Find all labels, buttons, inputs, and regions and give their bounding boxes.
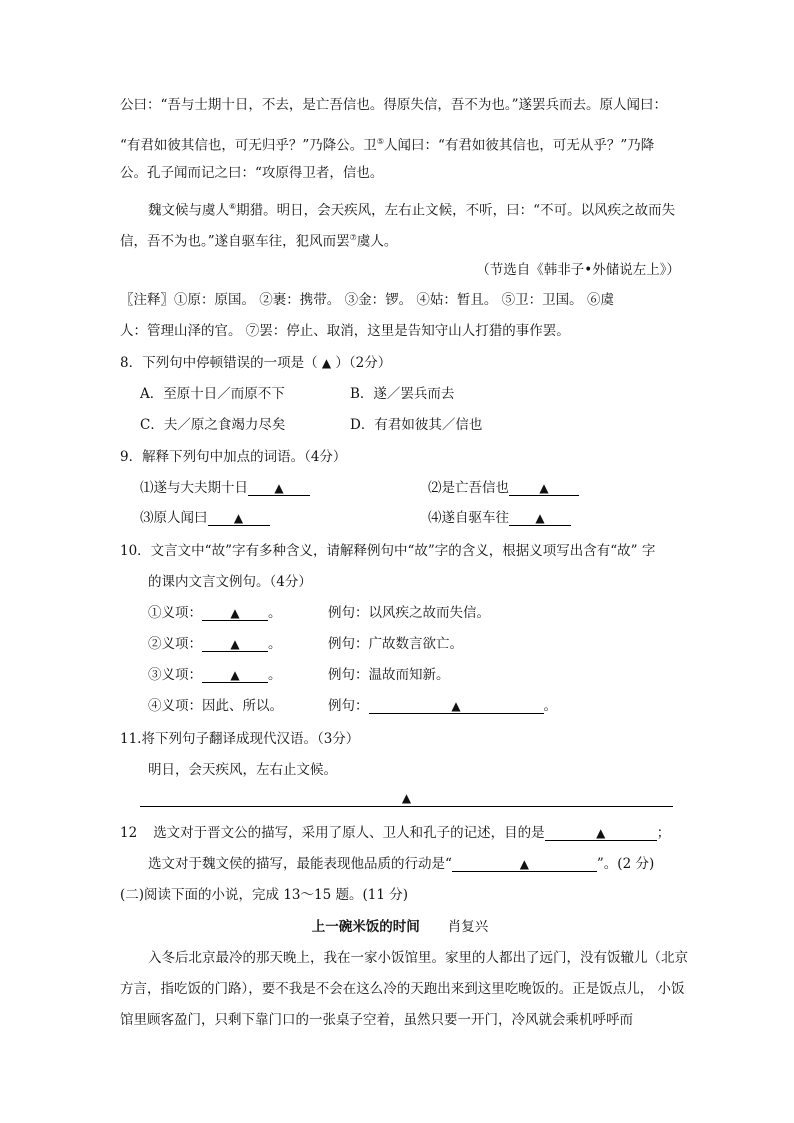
question-10-row-4: ④义项：因此、所以。 xyxy=(148,698,283,714)
answer-blank[interactable] xyxy=(452,855,597,872)
footnote-mark: ⑤ xyxy=(376,137,384,146)
question-11-sentence: 明日，会天疾风，左右止文候。 xyxy=(148,762,337,778)
question-number: 12 xyxy=(120,825,138,841)
answer-blank[interactable] xyxy=(248,479,310,496)
footnote-mark: ⑥ xyxy=(229,202,237,211)
answer-blank[interactable] xyxy=(202,604,268,621)
question-12-line-2 xyxy=(148,855,654,873)
answer-blank[interactable] xyxy=(208,509,270,526)
answer-marker-icon: ▲ xyxy=(535,511,545,525)
question-10-example-1: 例句：以风疾之故而失信。 xyxy=(328,605,490,621)
answer-blank[interactable] xyxy=(369,697,544,714)
question-11-stem: 11.将下列句子翻译成现代汉语。（3分） xyxy=(120,731,360,747)
passage-line-5 xyxy=(120,229,397,251)
answer-blank[interactable] xyxy=(509,509,571,526)
punctuation: ； xyxy=(656,825,671,841)
sense-label: ③义项： xyxy=(148,667,202,683)
period: 。 xyxy=(268,636,282,652)
item-text: ⑶原人闻曰 xyxy=(140,510,208,526)
question-9-item-4 xyxy=(428,509,571,527)
source-citation: （节选自《韩非子•外储说左上》） xyxy=(476,262,680,278)
section-2-heading: (二)阅读下面的小说，完成 13～15 题。(11 分) xyxy=(120,887,408,903)
period: 。 xyxy=(268,667,282,683)
footnote-mark: ⑦ xyxy=(349,233,357,242)
passage-text: “有君如彼其信也，可无归乎？”乃降公。卫 xyxy=(120,137,377,154)
answer-marker-icon: ▲ xyxy=(321,356,332,370)
period: 。 xyxy=(543,698,557,714)
passage-line-3: 公。孔子闻而记之曰：“攻原得卫者，信也。 xyxy=(120,165,384,181)
answer-blank[interactable] xyxy=(509,479,579,496)
question-10-example-4 xyxy=(328,697,557,715)
question-8-option-b: B．遂／罢兵而去 xyxy=(350,386,455,402)
story-paragraph-line-1: 入冬后北京最冷的那天晚上，我在一家小饭馆里。家里的人都出了远门，没有饭辙儿（北京 xyxy=(148,950,688,966)
notes-line-2: 人：管理山泽的官。 ⑦罢：停止、取消，这里是告知守山人打猎的事作罢。 xyxy=(120,323,570,339)
question-9-item-3 xyxy=(140,509,270,527)
answer-blank[interactable] xyxy=(202,666,268,683)
story-title-line xyxy=(120,918,680,936)
story-paragraph-line-3: 馆里顾客盈门，只剩下靠门口的一张桌子空着，虽然只要一开门，冷风就会乘机呼呼而 xyxy=(120,1012,633,1028)
item-text: ⑷遂自驱车往 xyxy=(428,510,509,526)
passage-text: 信，吾不为也。”遂自驱车往，犯风而罢 xyxy=(120,233,350,250)
answer-marker-icon: ▲ xyxy=(596,826,606,840)
question-9-stem: 9．解释下列句中加点的词语。（4分） xyxy=(120,449,347,465)
item-text: ⑴遂与大夫期十日 xyxy=(140,480,248,496)
question-text: ”。(2 分) xyxy=(596,856,655,872)
passage-text: 人闻曰：“有君如彼其信也，可无从乎？”乃降 xyxy=(383,137,655,154)
passage-text: 期猎。明日，会天疾风，左右止文候，不听，曰：“不可。以风疾之故而失 xyxy=(236,202,676,219)
sense-label: ①义项： xyxy=(148,605,202,621)
passage-line-2 xyxy=(120,133,654,155)
answer-marker-icon: ▲ xyxy=(401,791,412,805)
question-10-row-1 xyxy=(148,604,282,622)
question-text: ）（2分） xyxy=(331,355,392,371)
story-paragraph-line-2: 方言，指吃饭的门路），要不我是不会在这么冷的天跑出来到这里吃晚饭的。正是饭点儿， 小饭 xyxy=(120,981,685,997)
story-author: 肖复兴 xyxy=(447,919,489,935)
period: 。 xyxy=(268,605,282,621)
answer-marker-icon: ▲ xyxy=(451,699,461,713)
notes-line-1: 〖注释〗①原：原国。 ②裹：携带。 ③金：锣。 ④姑：暂且。 ⑤卫：卫国。 ⑥虞 xyxy=(120,292,614,308)
question-9-item-1 xyxy=(140,479,310,497)
question-10-example-3: 例句：温故而知新。 xyxy=(328,667,450,683)
question-8-option-d: D．有君如彼其／信也 xyxy=(350,417,483,433)
question-10-row-2 xyxy=(148,635,282,653)
passage-text: 魏文候与虞人 xyxy=(148,202,229,219)
answer-marker-icon: ▲ xyxy=(274,481,284,495)
answer-blank[interactable] xyxy=(202,635,268,652)
question-10-example-2: 例句：广故数言欲亡。 xyxy=(328,636,463,652)
answer-marker-icon: ▲ xyxy=(230,606,240,620)
answer-marker-icon: ▲ xyxy=(233,511,244,525)
answer-blank[interactable] xyxy=(545,824,657,841)
question-9-item-2 xyxy=(428,479,579,497)
question-10-row-3 xyxy=(148,666,282,684)
question-10-stem-1: 10．文言文中“故”字有多种含义，请解释例句中“故”字的含义，根据义项写出含有“故” 字 xyxy=(120,543,656,559)
question-8-stem xyxy=(120,354,391,372)
question-text: 选文对于魏文侯的描写，最能表现他品质的行动是“ xyxy=(148,856,452,872)
question-text: 选文对于晋文公的描写，采用了原人、卫人和孔子的记述，目的是 xyxy=(153,825,545,841)
question-text: 8．下列句中停顿错误的一项是（ xyxy=(120,355,322,371)
question-8-option-a: A．至原十日／而原不下 xyxy=(140,386,285,402)
question-10-stem-2: 的课内文言文例句。（4分） xyxy=(148,574,312,590)
answer-marker-icon: ▲ xyxy=(230,668,240,682)
example-label: 例句： xyxy=(328,698,369,714)
passage-line-1: 公曰：“吾与士期十日，不去，是亡吾信也。得原失信，吾不为也。”遂罢兵而去。原人闻曰： xyxy=(120,97,668,113)
story-title: 上一碗米饭的时间 xyxy=(311,919,420,935)
answer-marker-icon: ▲ xyxy=(539,481,549,495)
sense-label: ②义项： xyxy=(148,636,202,652)
question-8-option-c: C．夫／原之食竭力尽矣 xyxy=(140,417,286,433)
question-12-line-1 xyxy=(120,824,670,842)
answer-marker-icon: ▲ xyxy=(519,857,530,871)
passage-text: 虞人。 xyxy=(356,233,398,250)
item-text: ⑵是亡吾信也 xyxy=(428,480,509,496)
answer-marker-icon: ▲ xyxy=(230,637,240,651)
passage-line-4 xyxy=(120,198,675,220)
answer-line[interactable] xyxy=(140,790,673,807)
